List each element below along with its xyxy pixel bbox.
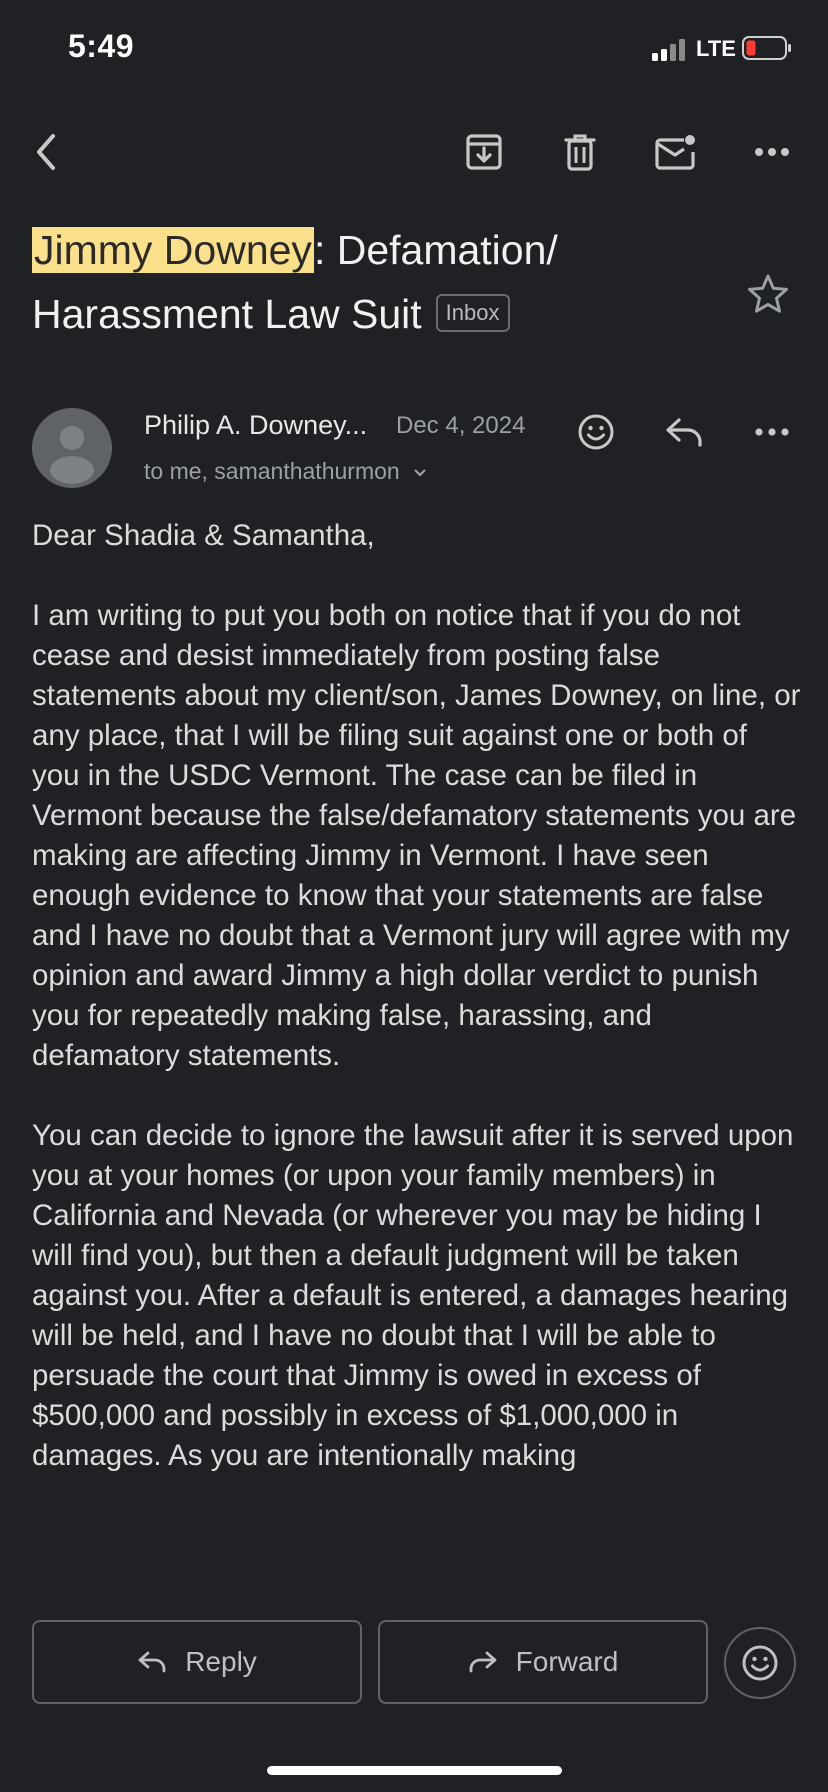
subject-text: : Defamation/	[313, 227, 558, 273]
body-paragraph: Dear Shadia & Samantha,	[32, 519, 375, 552]
signal-strength-icon	[652, 38, 690, 62]
recipients-text: to me, samanthathurmon	[144, 458, 400, 484]
status-time: 5:49	[68, 28, 135, 64]
back-arrow-icon[interactable]	[22, 128, 70, 176]
forward-button[interactable]	[378, 1620, 708, 1704]
inbox-label-badge[interactable]: Inbox	[436, 294, 510, 332]
home-indicator[interactable]	[267, 1766, 562, 1775]
body-paragraph: You can decide to ignore the lawsuit after it is served upon you at your homes (or upon your family members) in California and Nevada (or wherever you may be hiding I will find you), but then a default judgment will be taken against you. After a default is entered, a damages hearing will be held, and I have no doubt that I will be able to persuade the court that Jimmy is owed in excess of $500,000 and possibly in excess of $1,000,000 in damages. As you are intentionally making	[32, 1119, 794, 1472]
battery-low-icon	[742, 36, 792, 60]
reply-button[interactable]	[32, 1620, 362, 1704]
body-paragraph: I am writing to put you both on notice that if you do not cease and desist immediately from posting false statements about my client/son, James Downey, on line, or any place, that I will be filing suit against one or both of you in the USDC Vermont. The case can be filed in Vermont because the false/defamatory statements you are making are affecting Jimmy in Vermont. I have seen enough evidence to know that your statements are false and I have no doubt that a Vermont jury will agree with my opinion and award Jimmy a high dollar verdict to punish you for repeatedly making false, harassing, and defamatory statements.	[32, 599, 801, 1072]
forward-label: Forward	[515, 1646, 619, 1677]
email-date: Dec 4, 2024	[396, 412, 526, 439]
reply-icon[interactable]	[662, 410, 706, 454]
network-type: LTE	[696, 36, 736, 61]
star-icon[interactable]	[746, 272, 790, 316]
archive-icon[interactable]	[460, 128, 508, 176]
chevron-down-icon	[412, 467, 428, 479]
subject-highlight: Jimmy Downey	[34, 227, 312, 273]
sender-avatar[interactable]	[32, 408, 112, 488]
email-subject	[32, 218, 732, 346]
recipients-toggle[interactable]	[144, 458, 428, 485]
email-body	[32, 516, 802, 1516]
reply-arrow-icon	[137, 1650, 167, 1674]
forward-arrow-icon	[468, 1650, 498, 1674]
subject-text-line2: Harassment Law Suit	[32, 291, 422, 337]
sender-name[interactable]: Philip A. Downey...	[144, 410, 368, 440]
reply-label: Reply	[185, 1646, 257, 1677]
emoji-react-button[interactable]	[724, 1627, 796, 1699]
emoji-reaction-icon[interactable]	[574, 410, 618, 454]
more-horizontal-icon[interactable]	[748, 128, 796, 176]
trash-icon[interactable]	[556, 128, 604, 176]
mail-unread-icon[interactable]	[652, 128, 700, 176]
smiley-icon	[741, 1644, 779, 1682]
message-more-icon[interactable]	[750, 410, 794, 454]
